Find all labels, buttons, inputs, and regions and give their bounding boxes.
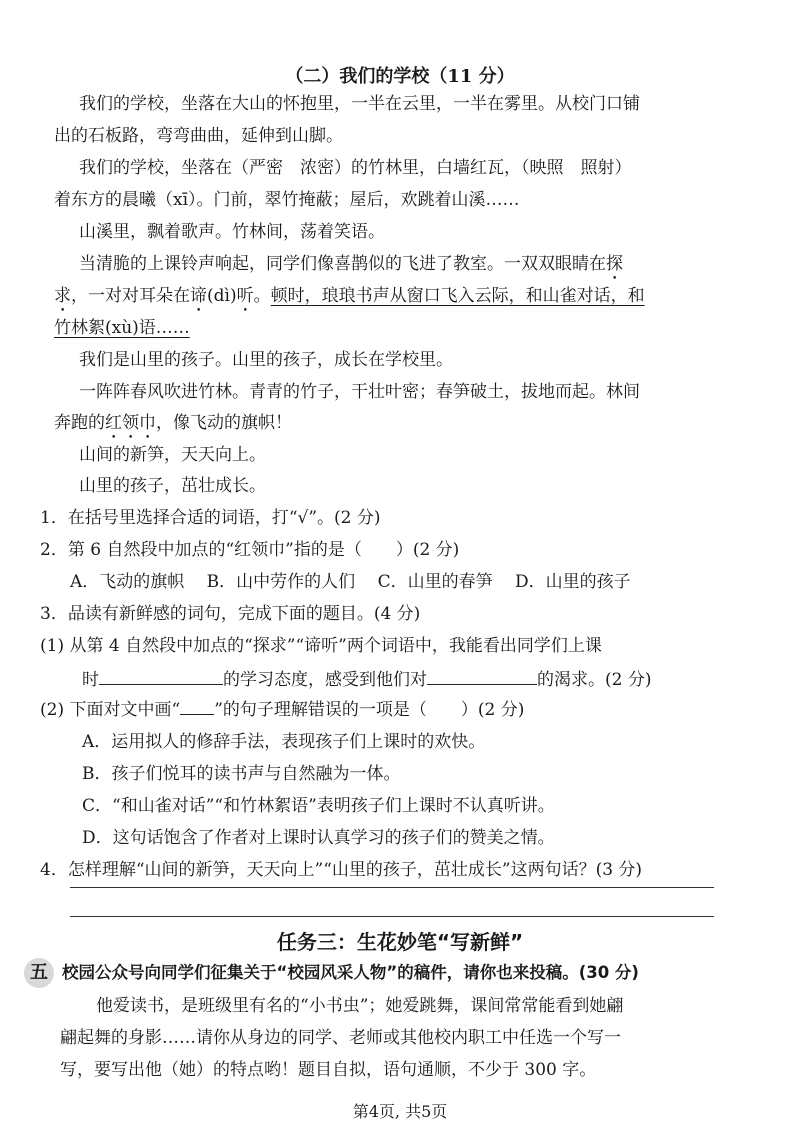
question-5-line-2: 翩起舞的身影……请你从身边的同学、老师或其他校内职工中任选一个写一 (60, 1028, 621, 1048)
underlined-sentence: 顿时，琅琅书声从窗口飞入云际，和山雀对话，和 (270, 286, 645, 306)
paragraph-2-line-2: 着东方的晨曦（xī）。门前，翠竹掩蔽；屋后，欢跳着山溪…… (54, 190, 520, 210)
question-3-1-text: 时 (82, 670, 99, 690)
page-number: 第4页, 共5页 (352, 1102, 448, 1121)
question-3-2-option-a: A．运用拟人的修辞手法，表现孩子们上课时的欢快。 (82, 732, 486, 752)
question-3-1-text: 的渴求。(2 分) (537, 670, 652, 690)
paragraph-6-line-2 (54, 411, 292, 443)
paragraph-1-line-1: 我们的学校，坐落在大山的怀抱里，一半在云里，一半在雾里。从校门口铺 (79, 94, 640, 114)
dotted-word-qiu: 求 (54, 286, 71, 306)
paragraph-4-line-2 (54, 284, 645, 316)
answer-line[interactable] (70, 887, 714, 888)
question-3-2-option-d: D．这句话饱含了作者对上课时认真学习的孩子们的赞美之情。 (82, 828, 555, 848)
question-3-1-line-2 (82, 666, 651, 692)
underlined-sentence-end: 竹林絮(xù)语…… (54, 318, 190, 338)
dotted-word-tan: 探 (606, 254, 623, 274)
question-3-1-line-1: (1) 从第 4 自然段中加点的“探求”“谛听”两个词语中，我能看出同学们上课 (40, 636, 602, 656)
answer-blank-1[interactable] (99, 666, 223, 685)
pinyin-di: (dì) (207, 286, 237, 306)
answer-blank-2[interactable] (427, 666, 537, 685)
question-5-prompt: 校园公众号向同学们征集关于“校园风采人物”的稿件，请你也来投稿。(30 分) (62, 963, 639, 982)
paragraph-4-text: 。 (253, 286, 271, 306)
dotted-word-ting: 听 (236, 286, 254, 306)
question-5-line-1: 他爱读书，是班级里有名的“小书虫”；她爱跳舞，课间常常能看到她翩 (96, 996, 624, 1016)
question-2-options: A．飞动的旗帜 B．山中劳作的人们 C．山里的春笋 D．山里的孩子 (70, 572, 631, 592)
underline-mark (180, 701, 214, 715)
question-1: 1．在括号里选择合适的词语，打“√”。(2 分) (40, 508, 381, 528)
dotted-word-honglingjin: 红领巾 (105, 413, 156, 433)
paragraph-5: 我们是山里的孩子。山里的孩子，成长在学校里。 (79, 350, 453, 370)
question-3-2 (40, 698, 524, 722)
question-3: 3．品读有新鲜感的词句，完成下面的题目。(4 分) (40, 604, 421, 624)
paragraph-8: 山里的孩子，茁壮成长。 (79, 476, 266, 496)
paragraph-4-line-1 (79, 252, 623, 284)
paragraph-6-text: 奔跑的 (54, 413, 105, 433)
question-3-2-option-b: B．孩子们悦耳的读书声与自然融为一体。 (82, 764, 401, 784)
question-3-2-text: ”的句子理解错误的一项是（ ）(2 分) (214, 700, 525, 720)
question-3-2-text: (2) 下面对文中画“ (40, 700, 181, 720)
question-2: 2．第 6 自然段中加点的“红领巾”指的是（ ）(2 分) (40, 540, 460, 560)
paragraph-6-text: ，像飞动的旗帜！ (156, 413, 292, 433)
paragraph-4-line-3 (54, 316, 190, 340)
question-3-1-text: 的学习态度，感受到他们对 (223, 670, 427, 690)
paragraph-4-text: ，一对对耳朵在 (71, 286, 190, 306)
question-4: 4．怎样理解“山间的新笋，天天向上”“山里的孩子，茁壮成长”这两句话？(3 分) (40, 860, 643, 880)
paragraph-1-line-2: 出的石板路，弯弯曲曲，延伸到山脚。 (54, 126, 343, 146)
section-divider (70, 916, 714, 917)
paragraph-7: 山间的新笋，天天向上。 (79, 445, 266, 465)
question-3-2-option-c: C．“和山雀对话”“和竹林絮语”表明孩子们上课时不认真听讲。 (82, 796, 555, 816)
paragraph-6-line-1: 一阵阵春风吹进竹林。青青的竹子，干壮叶密；春笋破土，拔地而起。林间 (79, 382, 640, 402)
question-5-line-3: 写，要写出他（她）的特点哟！题目自拟，语句通顺，不少于 300 字。 (60, 1060, 597, 1080)
paragraph-2-line-1: 我们的学校，坐落在（严密 浓密）的竹林里，白墙红瓦，（映照 照射） (79, 158, 632, 178)
question-number-badge: 五 (24, 958, 54, 988)
task-title: 任务三：生花妙笔“写新鲜” (276, 930, 524, 954)
paragraph-4-text: 当清脆的上课铃声响起，同学们像喜鹊似的飞进了教室。一双双眼睛在 (79, 254, 606, 274)
section-title: （二）我们的学校（11 分） (285, 66, 515, 87)
dotted-word-di: 谛 (190, 286, 207, 306)
paragraph-3: 山溪里，飘着歌声。竹林间，荡着笑语。 (79, 222, 385, 242)
